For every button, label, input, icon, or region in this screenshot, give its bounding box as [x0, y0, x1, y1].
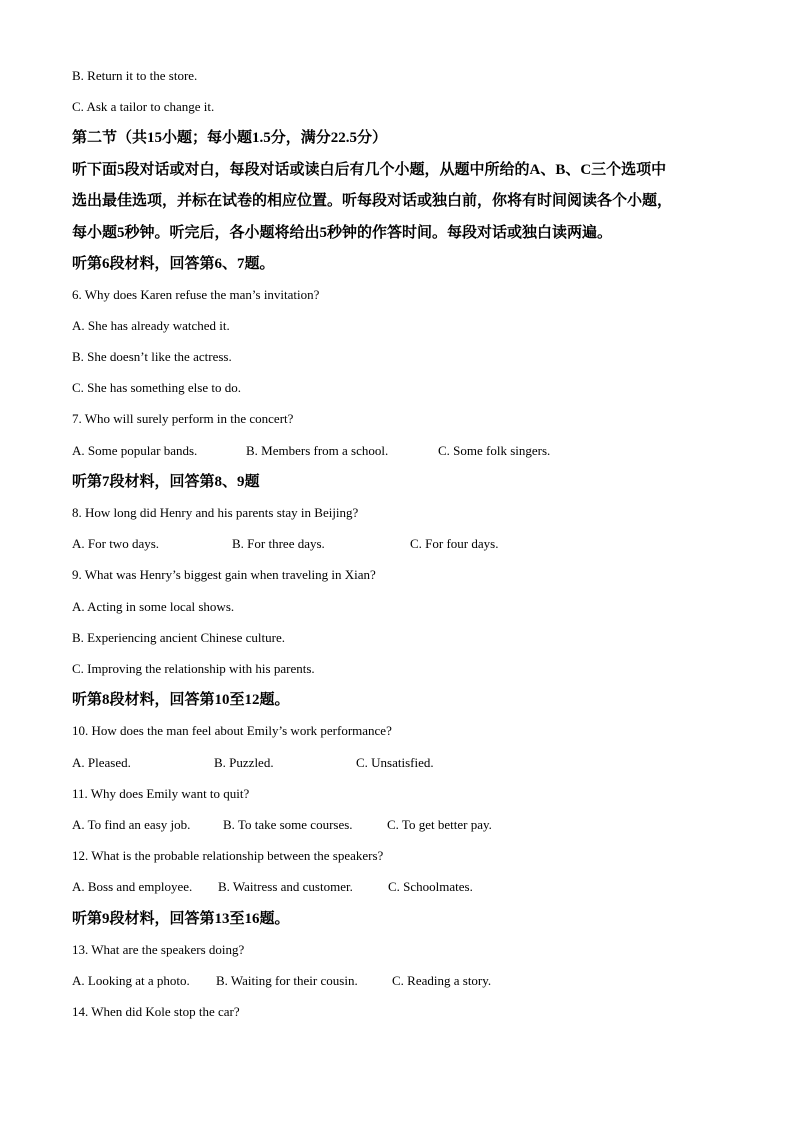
q13-option-b: B. Waiting for their cousin.	[216, 973, 358, 988]
q8-option-b: B. For three days.	[232, 536, 325, 551]
group7-heading: 听第7段材料，回答第8、9题	[72, 474, 260, 490]
group6-heading: 听第6段材料，回答第6、7题。	[72, 256, 275, 272]
instructions-line-2: 选出最佳选项，并标在试卷的相应位置。听每段对话或独白前，你将有时间阅读各个小题，	[72, 193, 673, 209]
q10-option-b: B. Puzzled.	[214, 755, 274, 770]
instructions-line-3: 每小题5秒钟。听完后，各小题将给出5秒钟的作答时间。每段对话或独白读两遍。	[72, 225, 613, 241]
q9-option-b: B. Experiencing ancient Chinese culture.	[72, 630, 285, 645]
q11-option-b: B. To take some courses.	[223, 817, 353, 832]
q9-option-a: A. Acting in some local shows.	[72, 599, 235, 614]
question-10: 10. How does the man feel about Emily’s work performance?	[72, 723, 392, 738]
prev-option-b: B. Return it to the store.	[72, 68, 198, 83]
q7-option-b: B. Members from a school.	[246, 443, 389, 458]
question-9: 9. What was Henry’s biggest gain when traveling in Xian?	[72, 567, 376, 582]
q13-option-c: C. Reading a story.	[392, 973, 492, 988]
q6-option-b: B. She doesn’t like the actress.	[72, 349, 232, 364]
question-8: 8. How long did Henry and his parents stay in Beijing?	[72, 505, 359, 520]
q6-option-a: A. She has already watched it.	[72, 318, 230, 333]
question-11: 11. Why does Emily want to quit?	[72, 786, 250, 801]
group8-heading: 听第8段材料，回答第10至12题。	[72, 692, 290, 708]
q12-option-b: B. Waitress and customer.	[218, 879, 353, 894]
section-title: 第二节（共15小题；每小题1.5分，满分22.5分）	[72, 130, 388, 146]
question-13: 13. What are the speakers doing?	[72, 942, 245, 957]
q6-option-c: C. She has something else to do.	[72, 380, 241, 395]
prev-option-c: C. Ask a tailor to change it.	[72, 99, 215, 114]
q10-option-c: C. Unsatisfied.	[356, 755, 434, 770]
instructions-line-1: 听下面5段对话或对白，每段对话或读白后有几个小题，从题中所给的A、B、C三个选项中	[72, 162, 667, 178]
question-6: 6. Why does Karen refuse the man’s invitation?	[72, 287, 320, 302]
q12-option-c: C. Schoolmates.	[388, 879, 473, 894]
q11-option-a: A. To find an easy job.	[72, 817, 191, 832]
question-7: 7. Who will surely perform in the concert?	[72, 411, 294, 426]
q13-option-a: A. Looking at a photo.	[72, 973, 190, 988]
q12-option-a: A. Boss and employee.	[72, 879, 193, 894]
question-14: 14. When did Kole stop the car?	[72, 1004, 240, 1019]
q10-option-a: A. Pleased.	[72, 755, 131, 770]
q8-option-c: C. For four days.	[410, 536, 499, 551]
group9-heading: 听第9段材料，回答第13至16题。	[72, 911, 290, 927]
q7-option-a: A. Some popular bands.	[72, 443, 198, 458]
q7-option-c: C. Some folk singers.	[438, 443, 551, 458]
question-12: 12. What is the probable relationship between the speakers?	[72, 848, 384, 863]
q11-option-c: C. To get better pay.	[387, 817, 492, 832]
q8-option-a: A. For two days.	[72, 536, 160, 551]
q9-option-c: C. Improving the relationship with his parents.	[72, 661, 315, 676]
